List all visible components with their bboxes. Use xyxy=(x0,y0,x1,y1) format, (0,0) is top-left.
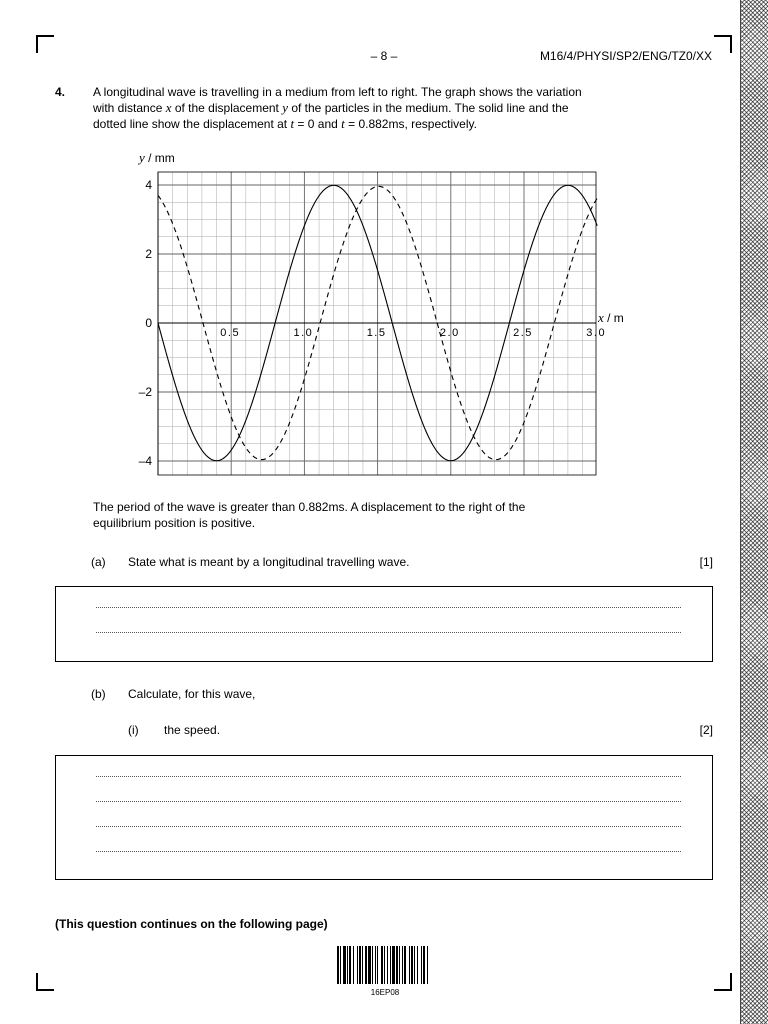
answer-line[interactable] xyxy=(96,632,681,633)
info-line-1: The period of the wave is greater than 0.882ms. A displacement to the right of the xyxy=(93,500,526,514)
answer-line[interactable] xyxy=(96,801,681,802)
x-tick-label: 2.0 xyxy=(439,327,460,339)
y-tick-label: –4 xyxy=(138,454,152,468)
y-tick-label: 4 xyxy=(145,178,152,192)
page-number: – 8 – xyxy=(370,49,398,63)
part-a-label: (a) xyxy=(91,555,106,569)
wave-graph xyxy=(0,0,740,490)
crop-mark-bottom-right xyxy=(714,973,732,991)
barcode xyxy=(337,946,433,984)
stem-line-2: with distance x of the displacement y of the particles in the medium. The solid line and the xyxy=(93,100,569,115)
answer-line[interactable] xyxy=(96,826,681,827)
stem-line-3: dotted line show the displacement at t = 0 and t = 0.882ms, respectively. xyxy=(93,116,477,131)
y-tick-label: 0 xyxy=(145,316,152,330)
part-b-label: (b) xyxy=(91,687,106,701)
continuation-note: (This question continues on the following page) xyxy=(55,917,328,931)
x-tick-label: 3.0 xyxy=(586,327,607,339)
y-axis-label: y / mm xyxy=(139,150,175,165)
info-line-2: equilibrium position is positive. xyxy=(93,516,256,530)
x-tick-label: 1.0 xyxy=(293,327,314,339)
x-tick-labels xyxy=(220,327,606,339)
answer-line[interactable] xyxy=(96,607,681,608)
answer-line[interactable] xyxy=(96,776,681,777)
page-edge-texture xyxy=(740,0,768,1024)
answer-line[interactable] xyxy=(96,851,681,852)
barcode-bar xyxy=(428,946,429,984)
part-b-i-label: (i) xyxy=(128,723,139,737)
part-a-marks: [1] xyxy=(699,555,713,569)
question-number: 4. xyxy=(55,85,66,99)
paper-code: M16/4/PHYSI/SP2/ENG/TZ0/XX xyxy=(539,49,712,63)
answer-box-b-i[interactable] xyxy=(55,755,713,880)
x-axis-label: x / m xyxy=(598,310,624,325)
answer-box-a[interactable] xyxy=(55,586,713,662)
y-tick-labels xyxy=(139,178,153,468)
x-tick-label: 2.5 xyxy=(513,327,533,339)
x-tick-label: 0.5 xyxy=(220,327,241,339)
wave-info xyxy=(93,499,693,531)
y-tick-label: 2 xyxy=(145,247,152,261)
x-tick-label: 1.5 xyxy=(366,327,387,339)
stem-line-1: A longitudinal wave is travelling in a medium from left to right. The graph shows the variation xyxy=(93,85,582,99)
part-a-text: State what is meant by a longitudinal travelling wave. xyxy=(128,555,410,569)
crop-mark-bottom-left xyxy=(36,973,54,991)
part-b-i-text: the speed. xyxy=(164,723,221,737)
part-b-i-marks: [2] xyxy=(699,723,713,737)
part-b-text: Calculate, for this wave, xyxy=(128,687,256,701)
y-tick-label: –2 xyxy=(138,385,152,399)
barcode-text: 16EP08 xyxy=(370,988,400,997)
